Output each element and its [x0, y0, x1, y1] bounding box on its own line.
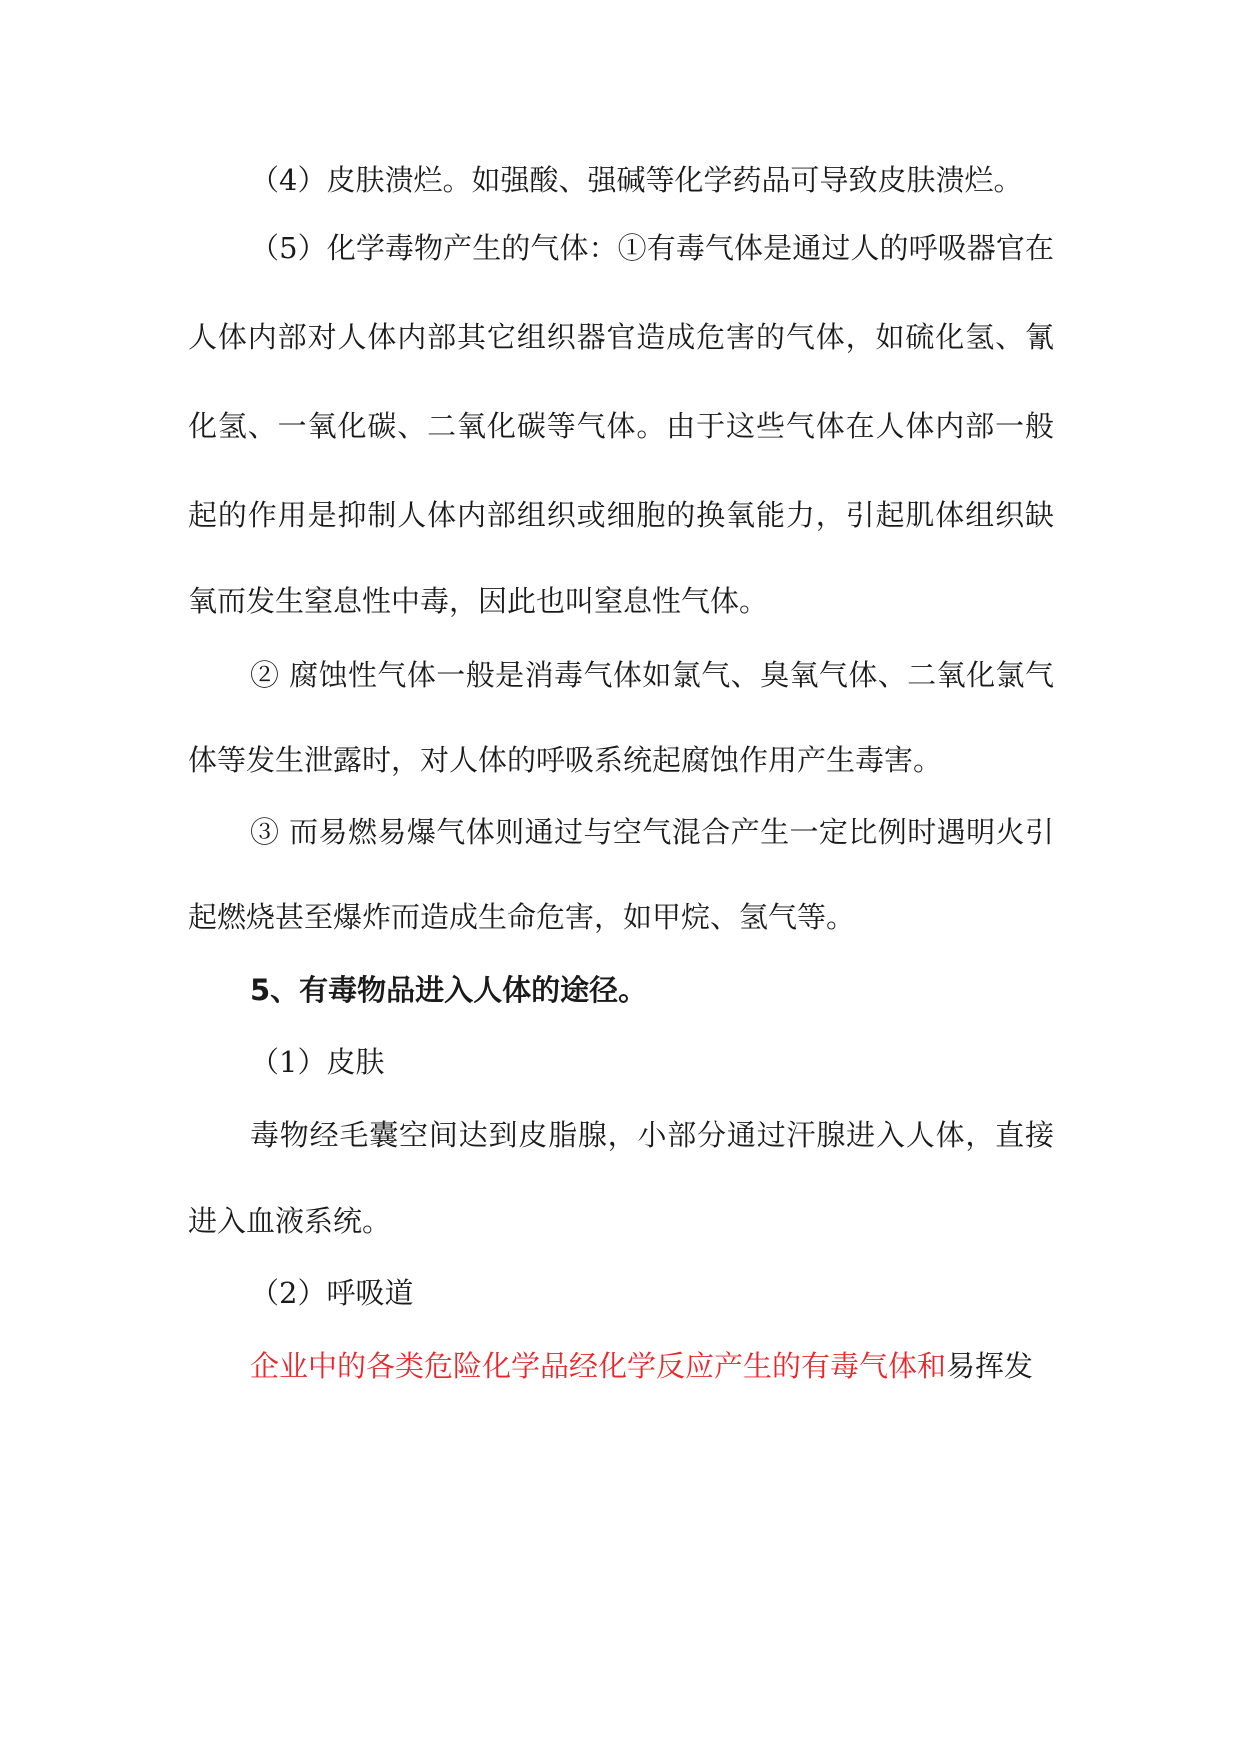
paragraph-toxic-gas-line-3: 化氢、一氧化碳、二氧化碳等气体。由于这些气体在人体内部一般 — [188, 409, 1054, 443]
section-heading-5: 5、有毒物品进入人体的途径。 — [250, 973, 648, 1007]
paragraph-skin-ulcer: （4）皮肤溃烂。如强酸、强碱等化学药品可导致皮肤溃烂。 — [250, 163, 1023, 197]
paragraph-skin-route-line-2: 进入血液系统。 — [188, 1204, 392, 1238]
paragraph-toxic-gas-line-4: 起的作用是抑制人体内部组织或细胞的换氧能力，引起肌体组织缺 — [188, 498, 1054, 532]
paragraph-corrosive-gas-line-2: 体等发生泄露时，对人体的呼吸系统起腐蚀作用产生毒害。 — [188, 743, 943, 777]
paragraph-respiratory-line-1 — [250, 1344, 1054, 1388]
paragraph-corrosive-gas-line-1: ② 腐蚀性气体一般是消毒气体如氯气、臭氧气体、二氧化氯气 — [250, 658, 1054, 692]
paragraph-flammable-gas-line-1: ③ 而易燃易爆气体则通过与空气混合产生一定比例时遇明火引 — [250, 815, 1054, 849]
paragraph-toxic-gas-line-1: （5）化学毒物产生的气体：①有毒气体是通过人的呼吸器官在 — [250, 231, 1054, 265]
paragraph-toxic-gas-line-2: 人体内部对人体内部其它组织器官造成危害的气体，如硫化氢、氰 — [188, 320, 1054, 354]
paragraph-skin-route-line-1: 毒物经毛囊空间达到皮脂腺，小部分通过汗腺进入人体，直接 — [250, 1118, 1054, 1152]
subheading-skin: （1）皮肤 — [250, 1045, 385, 1079]
normal-text: 易挥发 — [946, 1349, 1034, 1383]
subheading-respiratory: （2）呼吸道 — [250, 1276, 414, 1310]
highlighted-text: 企业中的各类危险化学品经化学反应产生的有毒气体和 — [250, 1349, 947, 1383]
paragraph-toxic-gas-line-5: 氧而发生窒息性中毒，因此也叫窒息性气体。 — [188, 584, 769, 618]
paragraph-flammable-gas-line-2: 起燃烧甚至爆炸而造成生命危害，如甲烷、氢气等。 — [188, 900, 856, 934]
